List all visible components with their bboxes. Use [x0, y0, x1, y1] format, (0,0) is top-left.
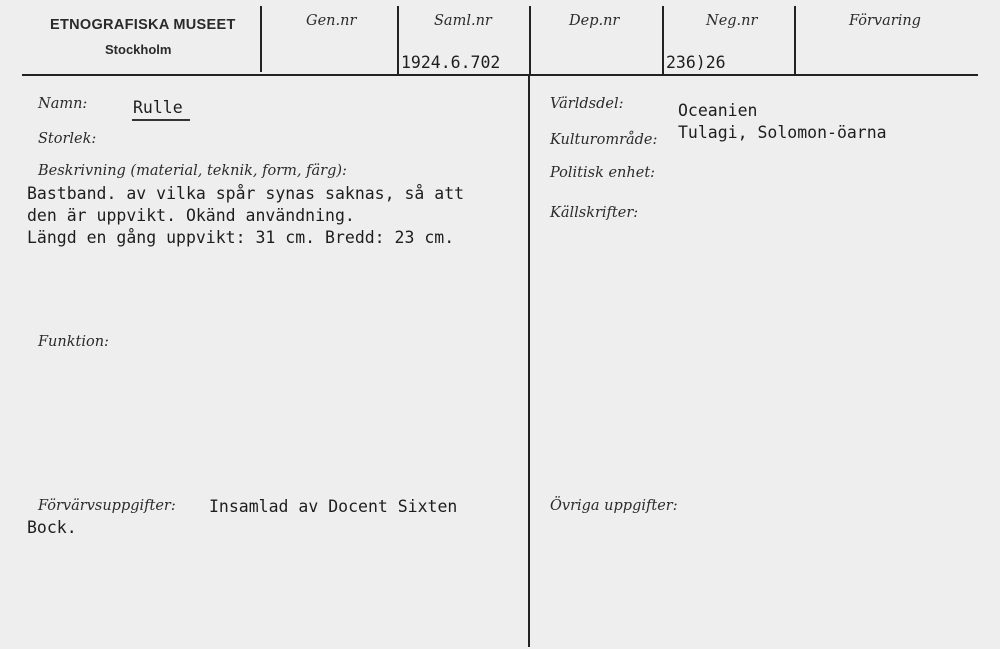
namn-value: Rulle [133, 98, 183, 117]
saml-nr-value: 1924.6.702 [401, 53, 501, 72]
museum-city: Stockholm [105, 42, 172, 57]
funktion-label: Funktion: [38, 334, 109, 350]
politisk-label: Politisk enhet: [550, 165, 656, 181]
neg-nr-label: Neg.nr [706, 13, 758, 29]
forvarv-label: Förvärvsuppgifter: [38, 498, 176, 514]
saml-nr-label: Saml.nr [434, 13, 492, 29]
gen-nr-label: Gen.nr [306, 13, 357, 29]
forvaring-label: Förvaring [849, 13, 921, 29]
header-divider [260, 6, 262, 72]
varldsdel-label: Världsdel: [550, 96, 624, 112]
varldsdel-value: Oceanien [678, 101, 758, 120]
header-divider [529, 6, 531, 74]
kulturomrade-value: Tulagi, Solomon-öarna [678, 123, 887, 142]
forvarv-value-line-2: Bock. [27, 518, 77, 537]
kallskrifter-label: Källskrifter: [550, 205, 639, 221]
header-divider [662, 6, 664, 74]
kulturomrade-label: Kulturområde: [550, 132, 658, 148]
dep-nr-label: Dep.nr [569, 13, 620, 29]
header-rule [22, 74, 978, 76]
header-divider [397, 6, 399, 74]
museum-name: ETNOGRAFISKA MUSEET [50, 17, 236, 33]
forvarv-value-line-1: Insamlad av Docent Sixten [209, 497, 458, 516]
beskrivning-line-1: Bastband. av vilka spår synas saknas, så att [27, 184, 465, 203]
namn-underline [132, 119, 190, 121]
storlek-label: Storlek: [38, 131, 97, 147]
neg-nr-value: 236)26 [666, 53, 726, 72]
beskrivning-line-3: Längd en gång uppvikt: 31 cm. Bredd: 23 cm. [27, 228, 455, 247]
beskrivning-line-2: den är uppvikt. Okänd användning. [27, 206, 355, 225]
namn-label: Namn: [38, 96, 88, 112]
beskrivning-label: Beskrivning (material, teknik, form, färg): [38, 163, 347, 179]
center-divider [528, 75, 530, 647]
ovriga-label: Övriga uppgifter: [550, 498, 678, 514]
header-divider [794, 6, 796, 74]
